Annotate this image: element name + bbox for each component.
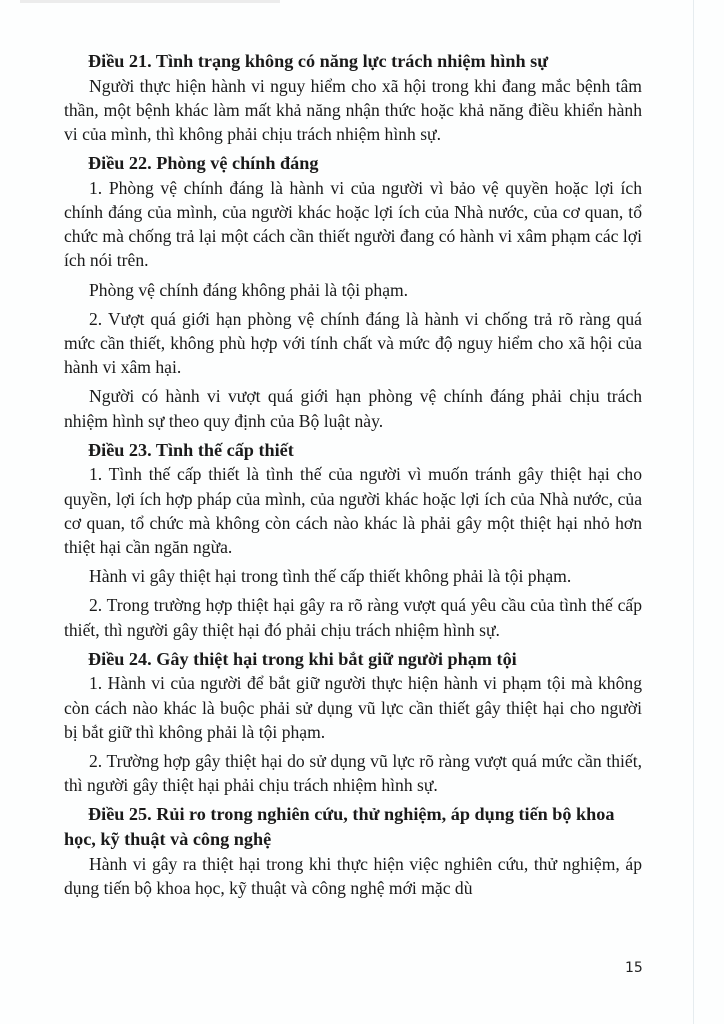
article-heading: Điều 25. Rủi ro trong nghiên cứu, thử nghiệm, áp dụng tiến bộ khoa học, kỹ thuật và công nghệ	[64, 804, 615, 850]
paragraph: 1. Tình thế cấp thiết là tình thế của người vì muốn tránh gây thiệt hại cho quyền, lợi ích hợp pháp của mình, của người khác hoặc lợi ích của Nhà nước, của cơ quan, tổ chức mà không còn cách nào khác là phải gây một thiệt hại nhỏ hơn thiệt hại cần ngăn ngừa.	[64, 464, 642, 558]
paragraph: 2. Vượt quá giới hạn phòng vệ chính đáng là hành vi chống trả rõ ràng quá mức cần thiết, không phù hợp với tính chất và mức độ nguy hiểm cho xã hội của hành vi xâm hại.	[64, 308, 642, 378]
article-24	[64, 647, 642, 798]
paragraph: Hành vi gây thiệt hại trong tình thế cấp thiết không phải là tội phạm.	[89, 566, 572, 587]
paragraph: Người thực hiện hành vi nguy hiểm cho xã hội trong khi đang mắc bệnh tâm thần, một bệnh khác làm mất khả năng nhận thức hoặc khả năng điều khiển hành vi của mình, thì không phải chịu trách nhiệm hình sự.	[64, 75, 642, 144]
page-body	[64, 49, 642, 900]
page-number: 15	[625, 960, 643, 976]
scan-edge-mark	[20, 0, 280, 3]
article-21	[64, 49, 642, 146]
article-22	[64, 151, 642, 433]
paragraph: 1. Hành vi của người để bắt giữ người thực hiện hành vi phạm tội mà không còn cách nào khác là buộc phải sử dụng vũ lực cần thiết gây thiệt hại cho người bị bắt giữ thì không phải là tội phạm.	[64, 673, 642, 742]
article-heading: Điều 21. Tình trạng không có năng lực trách nhiệm hình sự	[88, 51, 549, 71]
paragraph: 2. Trong trường hợp thiệt hại gây ra rõ ràng vượt quá yêu cầu của tình thế cấp thiết, thì người gây thiệt hại đó phải chịu trách nhiệm hình sự.	[64, 595, 642, 640]
paragraph: 1. Phòng vệ chính đáng là hành vi của người vì bảo vệ quyền hoặc lợi ích chính đáng của mình, của người khác hoặc lợi ích của Nhà nước, của cơ quan, tổ chức mà chống trả lại một cách cần thiết người đang có hành vi xâm phạm các lợi ích nói trên.	[64, 177, 642, 271]
article-heading: Điều 24. Gây thiệt hại trong khi bắt giữ người phạm tội	[88, 648, 517, 669]
paragraph: Phòng vệ chính đáng không phải là tội phạm.	[89, 279, 409, 300]
article-heading: Điều 23. Tình thế cấp thiết	[88, 439, 294, 460]
page-edge	[693, 0, 694, 1024]
paragraph: Người có hành vi vượt quá giới hạn phòng vệ chính đáng phải chịu trách nhiệm hình sự theo quy định của Bộ luật này.	[64, 386, 642, 431]
paragraph: Hành vi gây ra thiệt hại trong khi thực hiện việc nghiên cứu, thử nghiệm, áp dụng tiến bộ khoa học, kỹ thuật và công nghệ mới mặc dù	[64, 853, 642, 898]
article-heading: Điều 22. Phòng vệ chính đáng	[88, 153, 319, 174]
paragraph: 2. Trường hợp gây thiệt hại do sử dụng vũ lực rõ ràng vượt quá mức cần thiết, thì người gây thiệt hại phải chịu trách nhiệm hình sự.	[64, 751, 642, 796]
article-23	[64, 438, 642, 642]
article-25	[64, 802, 642, 900]
